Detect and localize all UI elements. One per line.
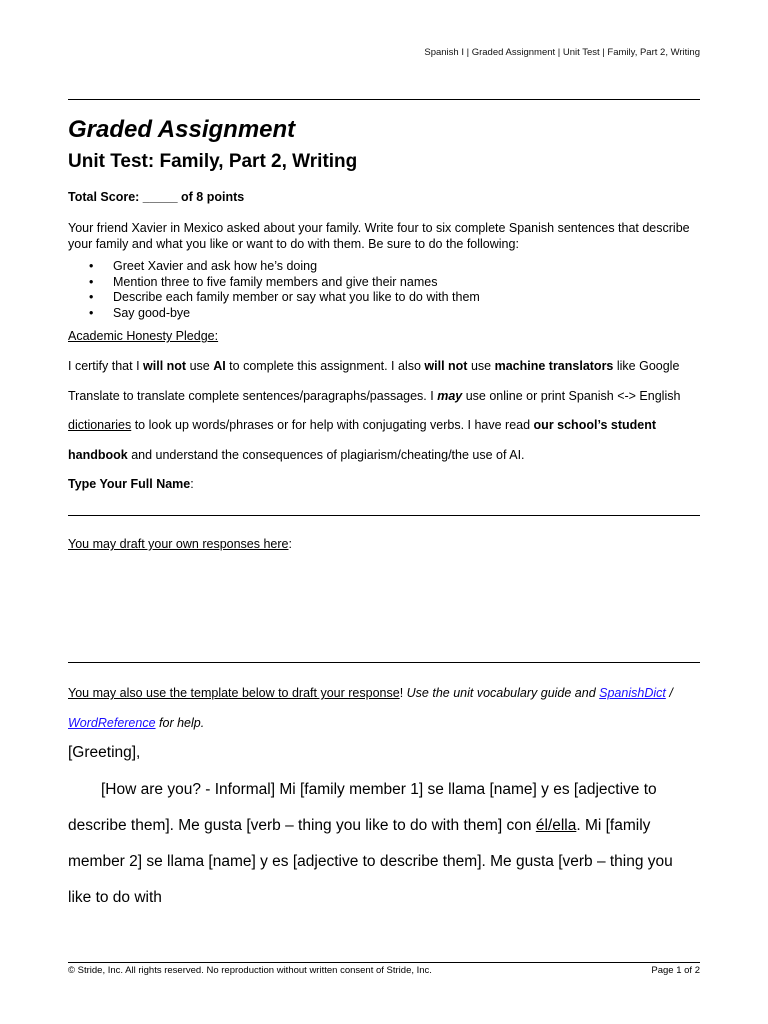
instructions-paragraph: Your friend Xavier in Mexico asked about your family. Write four to six complete Spanish sentences that describe your family and what you like or want to do with them. Be sure to do the following: — [68, 221, 690, 251]
bullet-icon: • — [89, 274, 94, 289]
task-text: Describe each family member or say what you like to do with them — [113, 290, 480, 304]
pledge-emphasis: will not — [143, 359, 187, 373]
task-text: Say good-bye — [113, 305, 191, 320]
bullet-icon: • — [89, 290, 94, 304]
pledge-text: I certify that I — [68, 359, 144, 373]
pledge-emphasis: may — [437, 388, 463, 403]
page-header: Spanish I | Graded Assignment | Unit Test | Family, Part 2, Writing — [424, 47, 700, 58]
footer-rule — [68, 962, 700, 963]
full-name-field[interactable] — [68, 515, 700, 516]
pledge-text: to look up words/phrases or for help with conjugating verbs. I have read — [131, 418, 534, 432]
task-list — [68, 259, 480, 321]
pledge-text: to complete this assignment. I also — [225, 359, 425, 373]
bullet-icon: • — [89, 259, 94, 273]
pledge-emphasis: AI — [213, 359, 226, 373]
full-name-label-text: Type Your Full Name — [68, 477, 191, 491]
template-greeting: [Greeting], — [68, 744, 141, 761]
pledge-text: like Google Translate to translate complete sentences/paragraphs/passages. I — [68, 359, 680, 403]
pledge-text: and understand the consequences of plagiarism/cheating/the use of AI. — [127, 447, 525, 462]
pledge-emphasis: will not — [424, 359, 468, 373]
document-page — [68, 0, 700, 1024]
template-note-text: ! — [399, 686, 404, 700]
pledge-text: use online or print Spanish <-> English — [462, 388, 681, 403]
list-item — [89, 259, 480, 275]
template-body — [68, 772, 700, 916]
colon: : — [190, 477, 194, 491]
pledge-emphasis: our school’s student handbook — [68, 418, 657, 462]
spanishdict-link[interactable]: SpanishDict — [599, 686, 666, 700]
draft-label — [68, 537, 292, 551]
header-rule — [68, 99, 700, 100]
full-name-label — [68, 477, 194, 491]
pledge-text: use — [467, 359, 495, 373]
dictionaries-link[interactable]: dictionaries — [68, 418, 132, 432]
list-item — [89, 274, 480, 291]
template-note-label: You may also use the template below to draft your response — [68, 686, 400, 700]
total-score: Total Score: _____ of 8 points — [68, 190, 245, 204]
list-item — [89, 305, 480, 322]
template-body-text: él/ella — [535, 817, 577, 834]
template-body-text: [How are you? - Informal] Mi [family member 1] se llama [name] y es [adjective to describe them]. Me gusta [verb – thing you like to do with them] con — [68, 781, 657, 834]
draft-area-rule — [68, 662, 700, 663]
pledge-emphasis: machine translators — [494, 359, 614, 373]
page-number: Page 1 of 2 — [651, 965, 700, 976]
draft-label-text: You may draft your own responses here — [68, 537, 289, 551]
task-text: Mention three to five family members and give their names — [113, 274, 438, 289]
pledge-text: use — [186, 359, 214, 373]
template-note — [68, 678, 700, 738]
pledge-heading: Academic Honesty Pledge: — [68, 329, 219, 343]
template-note-text: / — [665, 686, 673, 700]
wordreference-link[interactable]: WordReference — [68, 716, 156, 730]
footer-copyright: © Stride, Inc. All rights reserved. No reproduction without written consent of Stride, Inc. — [68, 965, 432, 976]
assignment-subtitle: Unit Test: Family, Part 2, Writing — [68, 151, 358, 172]
bullet-icon: • — [89, 305, 94, 320]
task-text: Greet Xavier and ask how he’s doing — [113, 259, 318, 273]
list-item — [89, 290, 480, 306]
pledge-paragraph — [68, 352, 700, 470]
template-note-text: for help. — [155, 716, 205, 730]
colon: : — [288, 537, 292, 551]
template-note-text: Use the unit vocabulary guide and — [403, 686, 600, 700]
assignment-title: Graded Assignment — [68, 116, 296, 143]
template-body-text: . Mi [family member 2] se llama [name] y es [adjective to describe them]. Me gusta [verb – thing you like to do with — [68, 817, 673, 906]
